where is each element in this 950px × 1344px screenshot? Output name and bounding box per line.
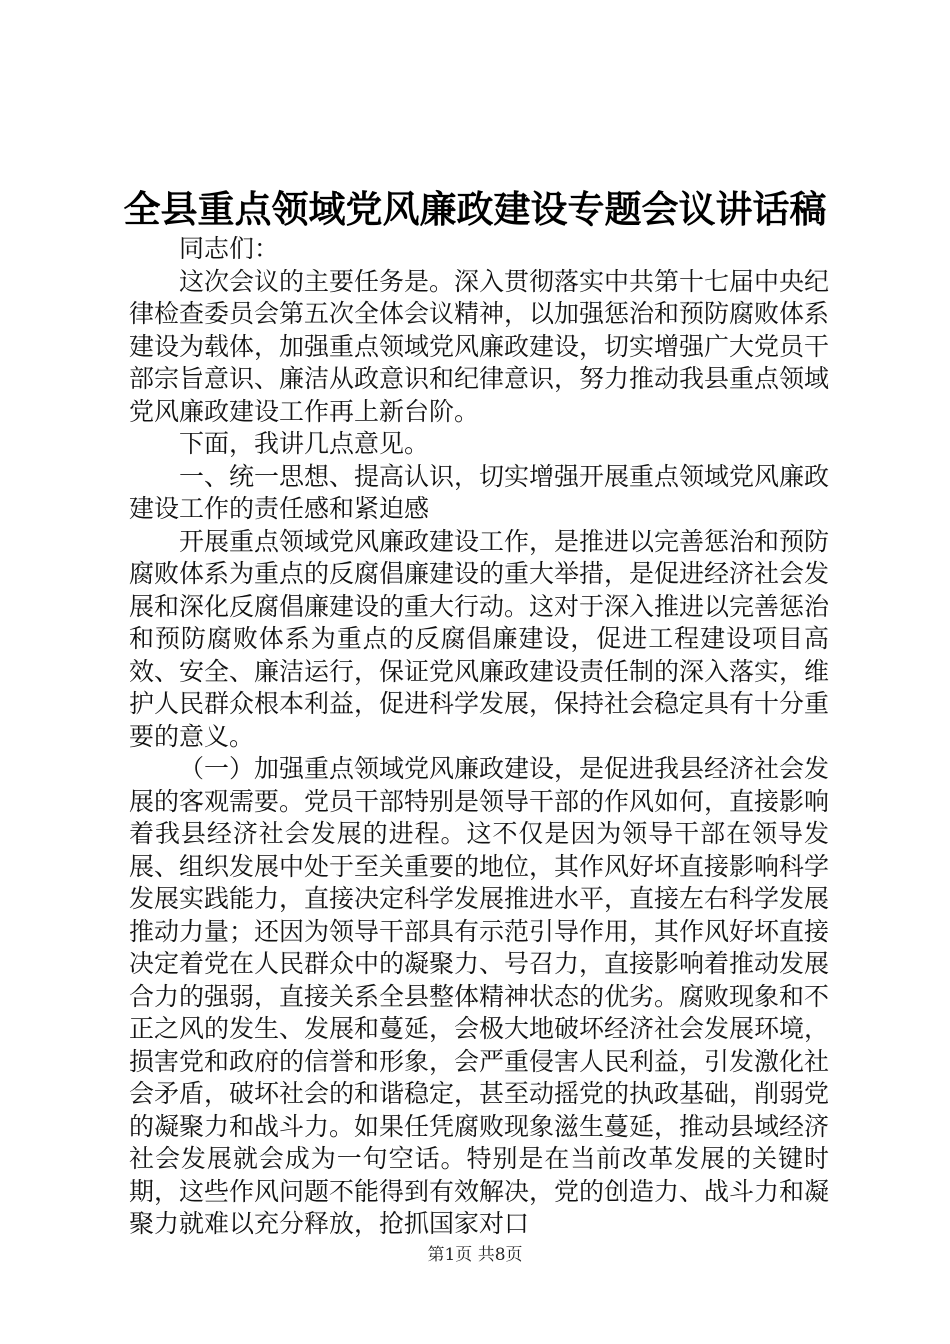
document-title: 全县重点领域党风廉政建设专题会议讲话稿: [123, 187, 827, 231]
section-heading: 一、统一思想、提高认识，切实增强开展重点领域党风廉政建设工作的责任感和紧迫感: [129, 461, 830, 523]
body-paragraph: 开展重点领域党风廉政建设工作，是推进以完善惩治和预防腐败体系为重点的反腐倡廉建设的重大举措，是促进经济社会发展和深化反腐倡廉建设的重大行动。这对于深入推进以完善惩治和预防腐败体系为重点的反腐倡廉建设，促进工程建设项目高效、安全、廉洁运行，保证党风廉政建设责任制的深入落实，维护人民群众根本利益，促进科学发展，保持社会稳定具有十分重要的意义。: [129, 526, 830, 751]
salutation-paragraph: 同志们：: [179, 234, 280, 263]
transition-paragraph: 下面，我讲几点意见。: [179, 429, 430, 458]
intro-paragraph: 这次会议的主要任务是。深入贯彻落实中共第十七届中央纪律检查委员会第五次全体会议精神，以加强惩治和预防腐败体系建设为载体，加强重点领域党风廉政建设，切实增强广大党员干部宗旨意识、廉洁从政意识和纪律意识，努力推动我县重点领域党风廉政建设工作再上新台阶。: [129, 266, 830, 426]
body-paragraph: （一）加强重点领域党风廉政建设，是促进我县经济社会发展的客观需要。党员干部特别是领导干部的作风如何，直接影响着我县经济社会发展的进程。这不仅是因为领导干部在领导发展、组织发展中处于至关重要的地位，其作风好坏直接影响科学发展实践能力，直接决定科学发展推进水平，直接左右科学发展推动力量；还因为领导干部具有示范引导作用，其作风好坏直接决定着党在人民群众中的凝聚力、号召力，直接影响着推动发展合力的强弱，直接关系全县整体精神状态的优劣。腐败现象和不正之风的发生、发展和蔓延，会极大地破坏经济社会发展环境，损害党和政府的信誉和形象，会严重侵害人民利益，引发激化社会矛盾，破坏社会的和谐稳定，甚至动摇党的执政基础，削弱党的凝聚力和战斗力。如果任凭腐败现象滋生蔓延，推动县域经济社会发展就会成为一句空话。特别是在当前改革发展的关键时期，这些作风问题不能得到有效解决，党的创造力、战斗力和凝聚力就难以充分释放，抢抓国家对口: [129, 754, 830, 1238]
page-footer: 第1页 共8页: [427, 1245, 523, 1265]
document-body: [129, 233, 829, 1241]
